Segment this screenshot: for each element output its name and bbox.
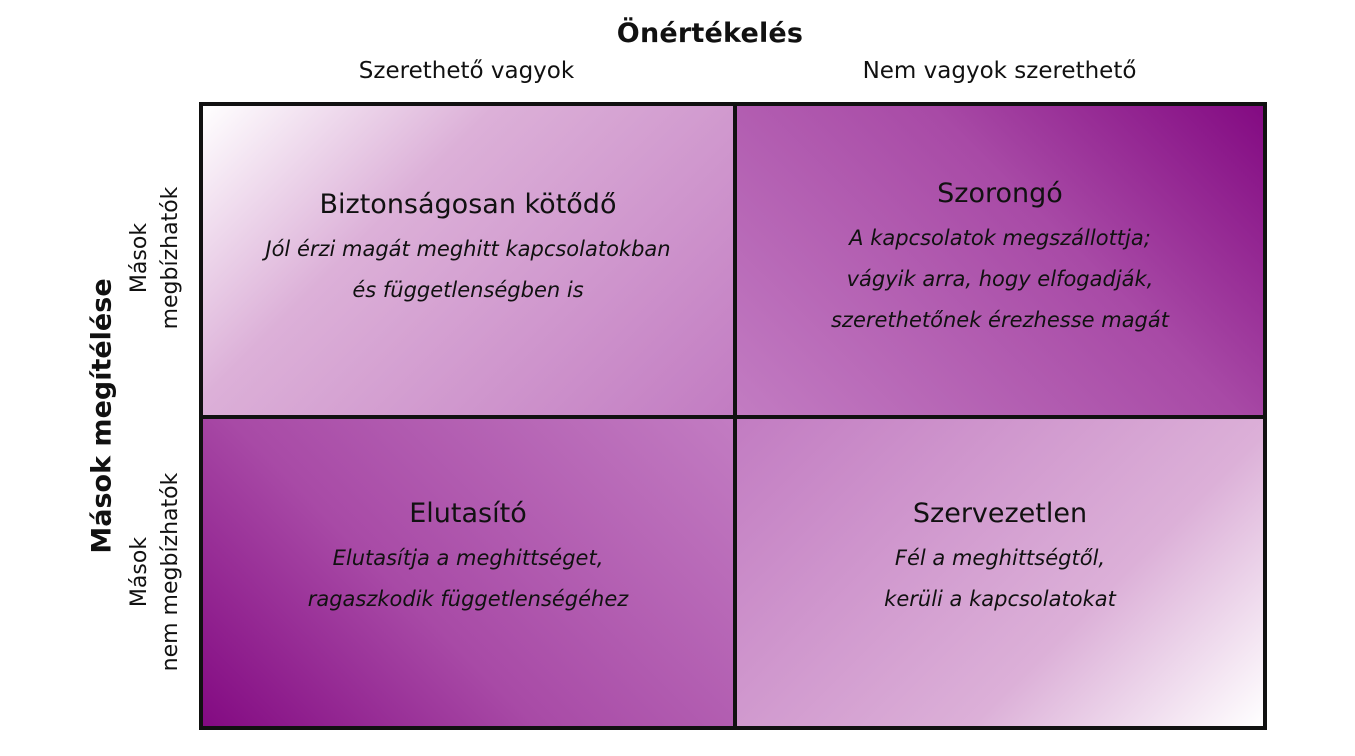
row-label-untrustworthy xyxy=(124,473,186,672)
quadrant-dismissive-title: Elutasító xyxy=(409,497,527,529)
quadrant-secure-description-line: és függetlenségben is xyxy=(352,277,584,302)
quadrant-disorganized-description-line: Fél a meghittségtől, xyxy=(894,545,1106,570)
quadrant-anxious-title: Szorongó xyxy=(937,178,1063,209)
quadrant-secure xyxy=(203,106,735,417)
row-label-untrustworthy-line-1: Mások xyxy=(127,536,152,608)
quadrant-dismissive-description-line: ragaszkodik függetlenségéhez xyxy=(307,586,629,611)
row-label-trustworthy-line-1: Mások xyxy=(127,222,152,294)
quadrant-disorganized-title: Szervezetlen xyxy=(912,497,1088,529)
quadrant-disorganized xyxy=(735,417,1263,726)
row-label-untrustworthy-line-2: nem megbízhatók xyxy=(158,472,183,672)
quadrant-anxious-description-line: vágyik arra, hogy elfogadják, xyxy=(846,267,1154,291)
quadrant-dismissive xyxy=(203,417,735,726)
quadrant-anxious-description-line: A kapcsolatok megszállottja; xyxy=(849,226,1151,250)
axis-title-others-judgment: Mások megítélése xyxy=(86,278,118,554)
attachment-style-matrix xyxy=(199,102,1267,730)
quadrant-anxious-description-line: szerethetőnek érezhesse magát xyxy=(830,308,1169,332)
quadrant-disorganized-description-line: kerüli a kapcsolatokat xyxy=(884,586,1116,611)
quadrant-anxious xyxy=(735,106,1263,417)
axis-title-self-esteem: Önértékelés xyxy=(616,18,804,49)
quadrant-dismissive-description-line: Elutasítja a meghittséget, xyxy=(332,545,604,570)
quadrant-secure-title: Biztonságosan kötődő xyxy=(319,188,617,220)
column-label-not-lovable: Nem vagyok szerethető xyxy=(862,58,1137,84)
quadrant-secure-description-line: Jól érzi magát meghitt kapcsolatokban xyxy=(265,236,671,261)
row-label-trustworthy-line-2: megbízhatók xyxy=(158,186,183,330)
row-label-trustworthy xyxy=(124,187,186,330)
column-label-lovable: Szerethető vagyok xyxy=(358,58,575,84)
